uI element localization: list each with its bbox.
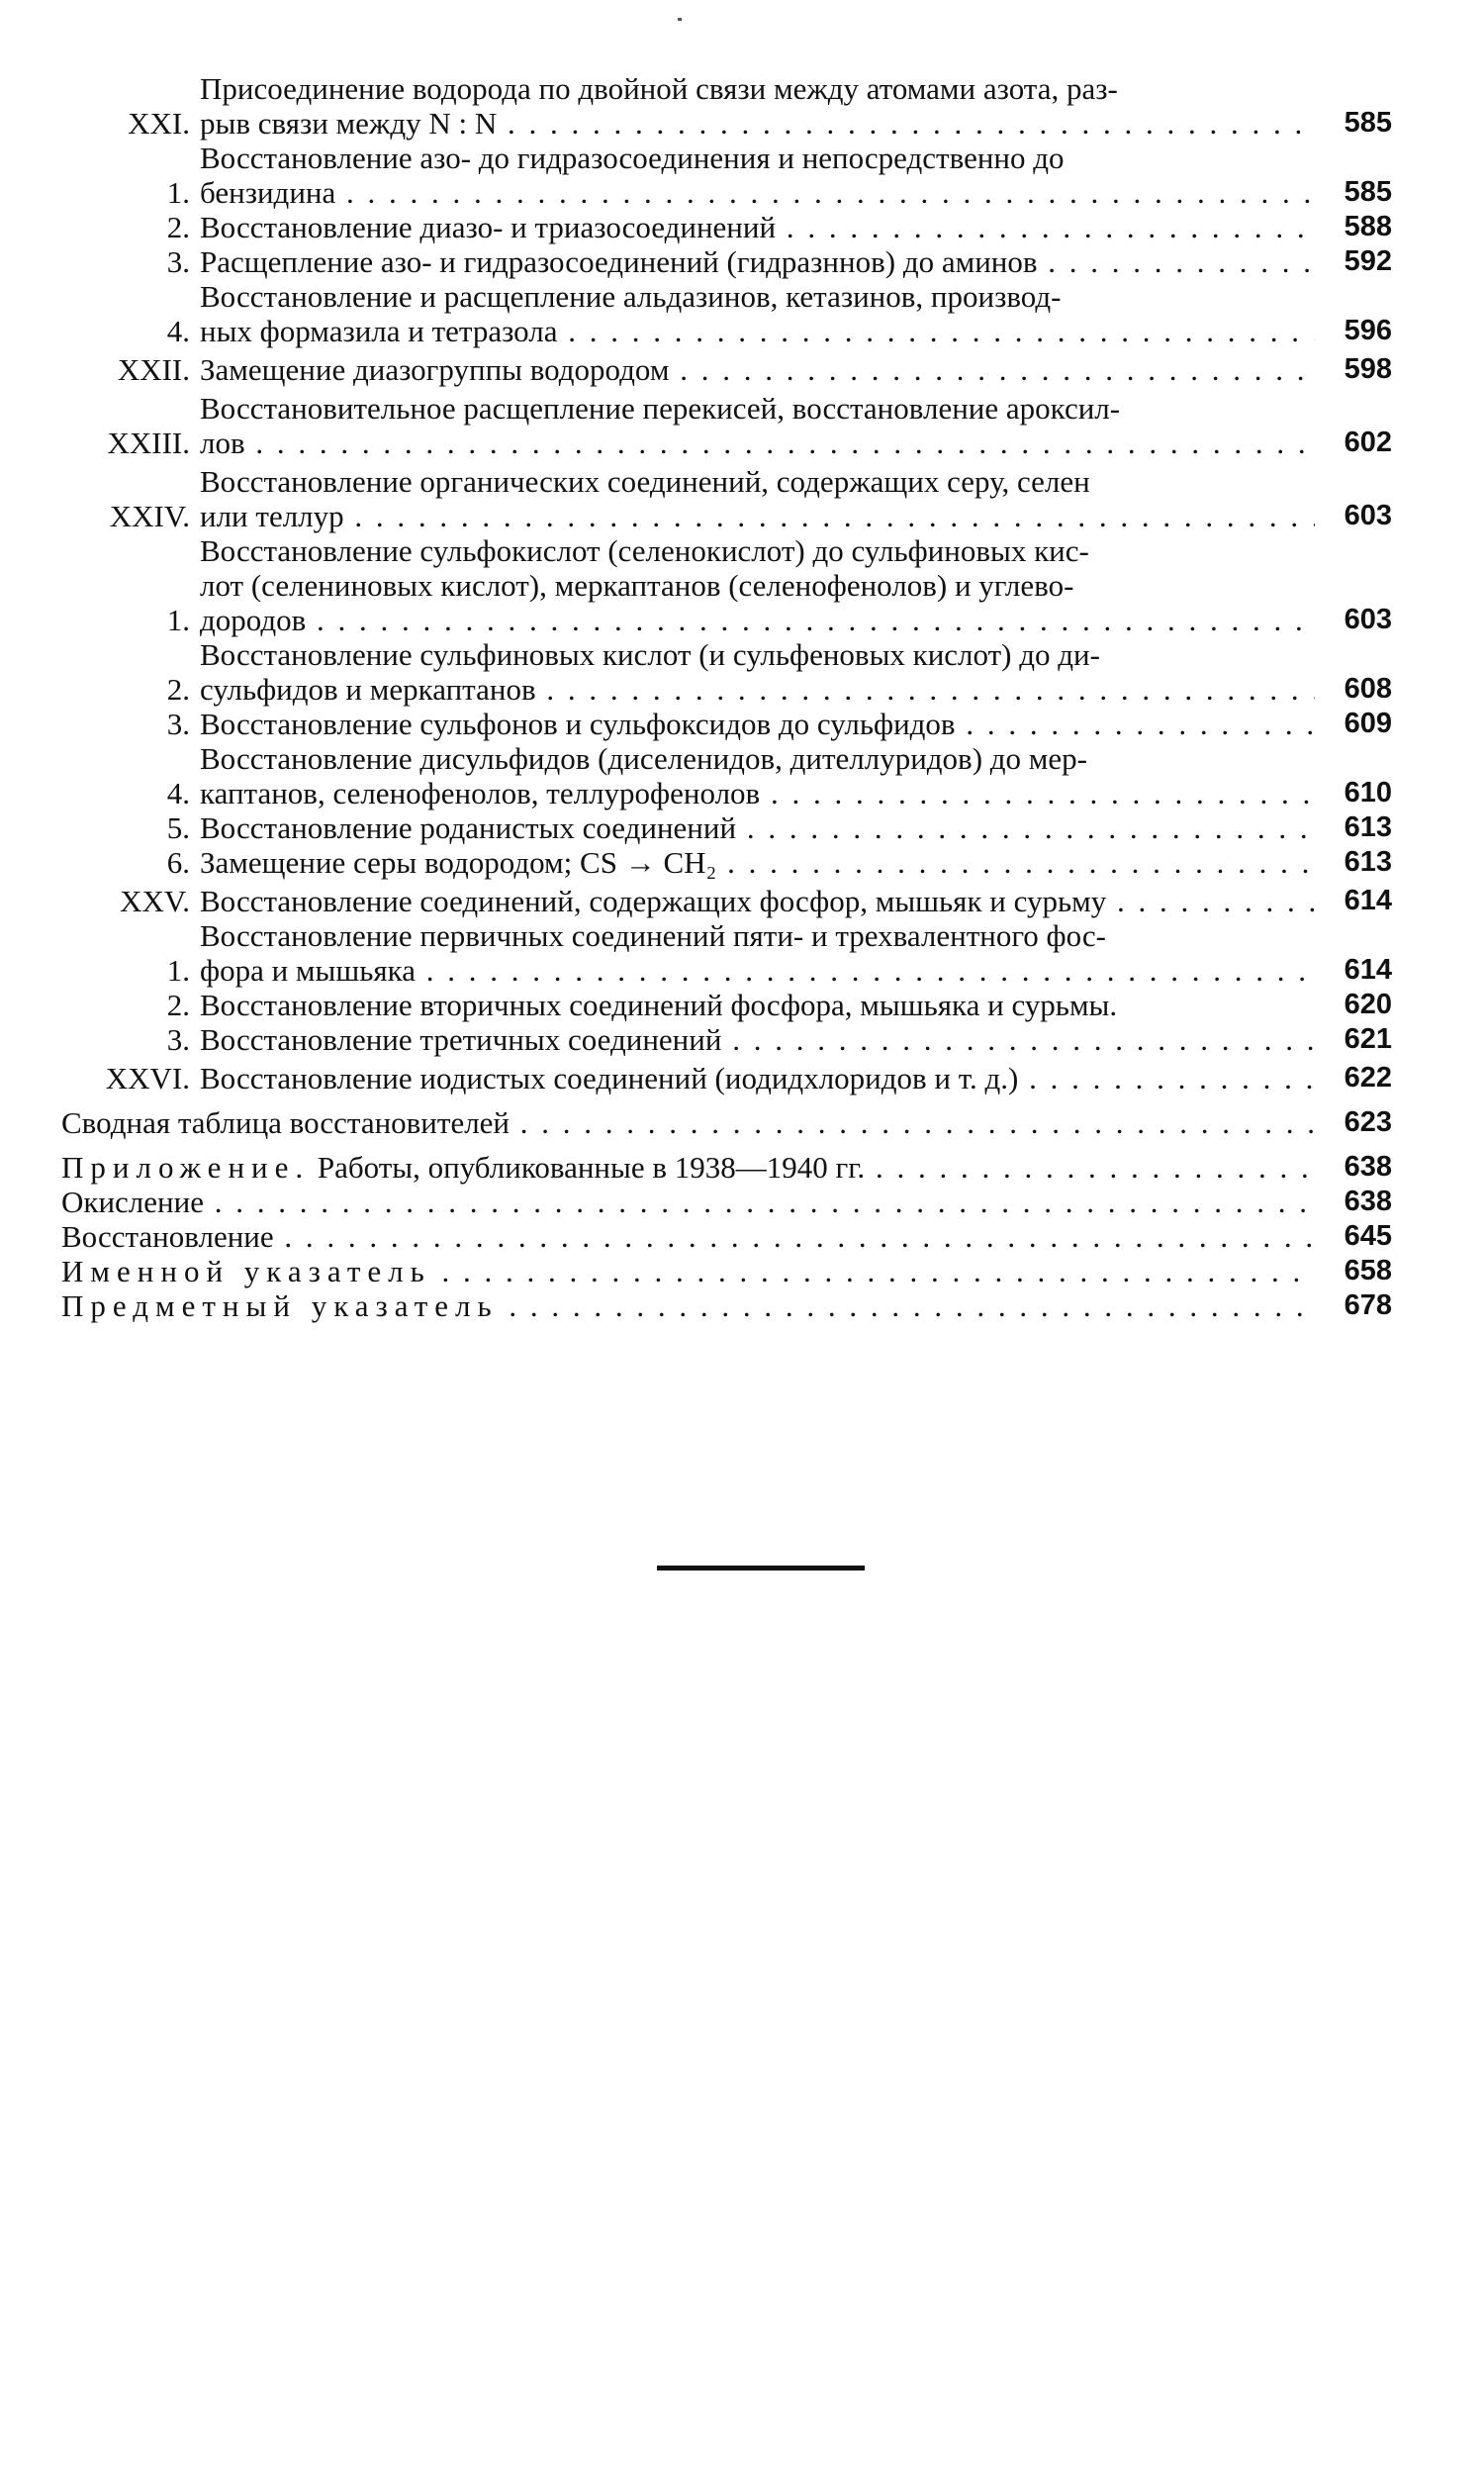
page-number: 585 [1344,176,1392,208]
subsection-title-line: Восстановление третичных соединений . . . [200,1022,1315,1057]
subsection-title-line: Восстановление диазо- и триазосоединений . . . [200,210,1315,244]
subsection-number: 2. [166,210,190,244]
toc-subsection[interactable] [61,141,1392,210]
toc-subsection[interactable] [61,810,1392,845]
chapter-title-line: Восстановительное расщепление перекисей, восстановление ароксил- [200,391,1121,426]
subsection-title-line: Расщепление азо- и гидразосоединений (гидразннов) до аминов . . . [200,244,1315,279]
subsection-title-line: дородов . . . [200,603,1315,637]
subsection-number: 1. [166,175,190,210]
subsection-title-line: Восстановление и расщепление альдазинов, кетазинов, производ- [200,279,1062,314]
back-matter-label: Сводная таблица восстановителей . . . [61,1105,1315,1140]
appendix-description: Работы, опубликованные в 1938—1940 гг. [310,1150,866,1185]
subsection-number: 2. [166,988,190,1022]
toc-chapter-xxiv[interactable] [61,464,1392,533]
subsection-number: 2. [166,672,190,707]
page-number: 621 [1344,1023,1392,1055]
subsection-title-line: Восстановление вторичных соединений фосфора, мышьяка и сурьмы. [200,988,1118,1022]
subsection-number: 3. [166,707,190,741]
subsection-title-line: бензидина . . . [200,175,1315,210]
subsection-title-line: сульфидов и меркаптанов . . . [200,672,1315,707]
page-number: 592 [1344,245,1392,277]
toc-oxidation[interactable] [61,1185,1392,1219]
chapter-number: XXIII. [107,426,190,460]
page-number: 638 [1344,1151,1392,1183]
page-number: 623 [1344,1106,1392,1138]
subsection-title-line: каптанов, селенофенолов, теллурофенолов . . . [200,776,1315,810]
subsection-title-line: Восстановление сульфонов и сульфоксидов до сульфидов . . . [200,707,1315,741]
chapter-number: XXVI. [105,1061,190,1095]
subsection-title-line: Восстановление первичных соединений пяти- и трехвалентного фос- [200,918,1106,953]
back-matter-label: Окисление . . . [61,1185,1315,1219]
chapter-number: XXI. [128,106,190,141]
subsection-title-line: лот (селениновых кислот), меркаптанов (селенофенолов) и углево- [200,568,1074,603]
back-matter-label: Предметный указатель . . . [61,1288,1315,1323]
subsection-number: 3. [166,244,190,279]
chapter-title-line: Восстановление иодистых соединений (иодидхлоридов и т. д.) . . . [200,1061,1315,1095]
page-number: 610 [1344,777,1392,809]
chapter-title-line: рыв связи между N : N . . . [200,106,1315,141]
toc-appendix[interactable] [61,1150,1392,1185]
subsection-number: 4. [166,776,190,810]
subsection-number: 1. [166,953,190,988]
toc-chapter-xxvi[interactable] [61,1061,1392,1095]
back-matter-label: Восстановление . . . [61,1219,1315,1254]
page-number: 598 [1344,353,1392,385]
page-number: 613 [1344,846,1392,878]
chapter-title-line: Восстановление соединений, содержащих фосфор, мышьяк и сурьму . . . [200,884,1315,918]
toc-subsection[interactable] [61,279,1392,348]
subsection-title-line: Замещение серы водородом; CS → CH₂ . . . [200,845,1315,880]
closing-rule [657,1566,865,1570]
chapter-title-line: Замещение диазогруппы водородом . . . [200,352,1315,387]
page-number: 588 [1344,211,1392,242]
appendix-label: Приложение. [61,1150,311,1185]
page-number: 603 [1344,604,1392,635]
toc-subsection[interactable] [61,637,1392,707]
chapter-number: XXIV. [109,499,190,533]
chapter-title-line: Присоединение водорода по двойной связи между атомами азота, раз- [200,71,1118,106]
toc-subsection[interactable] [61,210,1392,244]
toc-subsection[interactable] [61,533,1392,637]
toc-subsection[interactable] [61,741,1392,810]
page-number: 609 [1344,708,1392,739]
page-number: 638 [1344,1186,1392,1217]
toc-subsection[interactable] [61,988,1392,1022]
subsection-title-line: Восстановление сульфокислот (селенокислот) до сульфиновых кис- [200,533,1089,568]
toc-summary-table[interactable] [61,1105,1392,1140]
chapter-title-line: или теллур . . . [200,499,1315,533]
page-number: 622 [1344,1062,1392,1094]
subsection-number: 4. [166,314,190,348]
toc-subsection[interactable] [61,918,1392,988]
toc-name-index[interactable] [61,1254,1392,1288]
page-number: 613 [1344,811,1392,843]
toc-subsection[interactable] [61,1022,1392,1057]
subsection-number: 5. [166,810,190,845]
subsection-number: 6. [166,845,190,880]
subsection-number: 1. [166,603,190,637]
back-matter-label-wrap [61,1150,1315,1185]
subsection-title-line: Восстановление дисульфидов (диселенидов, дителлуридов) до мер- [200,741,1087,776]
subsection-number: 3. [166,1022,190,1057]
page-number: 678 [1344,1289,1392,1321]
subsection-title-line: ных формазила и тетразола . . . [200,314,1315,348]
chapter-title-line: лов . . . [200,426,1315,460]
toc-chapter-xxv[interactable] [61,884,1392,918]
page-number: 620 [1344,989,1392,1020]
toc-chapter-xxiii[interactable] [61,391,1392,460]
back-matter-label: Именной указатель . . . [61,1254,1315,1288]
page-number: 614 [1344,954,1392,986]
toc-subsection[interactable] [61,707,1392,741]
page-number: 602 [1344,427,1392,458]
page-mark [678,18,682,21]
page-number: 603 [1344,500,1392,531]
page-number: 585 [1344,107,1392,139]
chapter-number: XXV. [120,884,190,918]
toc-chapter-xxii[interactable] [61,352,1392,387]
chapter-title-line: Восстановление органических соединений, содержащих серу, селен [200,464,1090,499]
toc-subsection[interactable] [61,845,1392,880]
page-number: 645 [1344,1220,1392,1252]
subsection-title-line: Восстановление роданистых соединений . . . [200,810,1315,845]
page-number: 614 [1344,885,1392,916]
page-number: 596 [1344,315,1392,346]
table-of-contents [61,67,1392,1323]
chapter-number: XXII. [117,352,190,387]
toc-subsection[interactable] [61,244,1392,279]
toc-chapter-xxi[interactable] [61,71,1392,141]
page-number: 608 [1344,673,1392,705]
toc-subject-index[interactable] [61,1288,1392,1323]
subsection-title-line: Восстановление сульфиновых кислот (и сульфеновых кислот) до ди- [200,637,1100,672]
subsection-title-line: фора и мышьяка . . . [200,953,1315,988]
toc-reduction[interactable] [61,1219,1392,1254]
subsection-title-line: Восстановление азо- до гидразосоединения и непосредственно до [200,141,1065,175]
page-number: 658 [1344,1255,1392,1286]
